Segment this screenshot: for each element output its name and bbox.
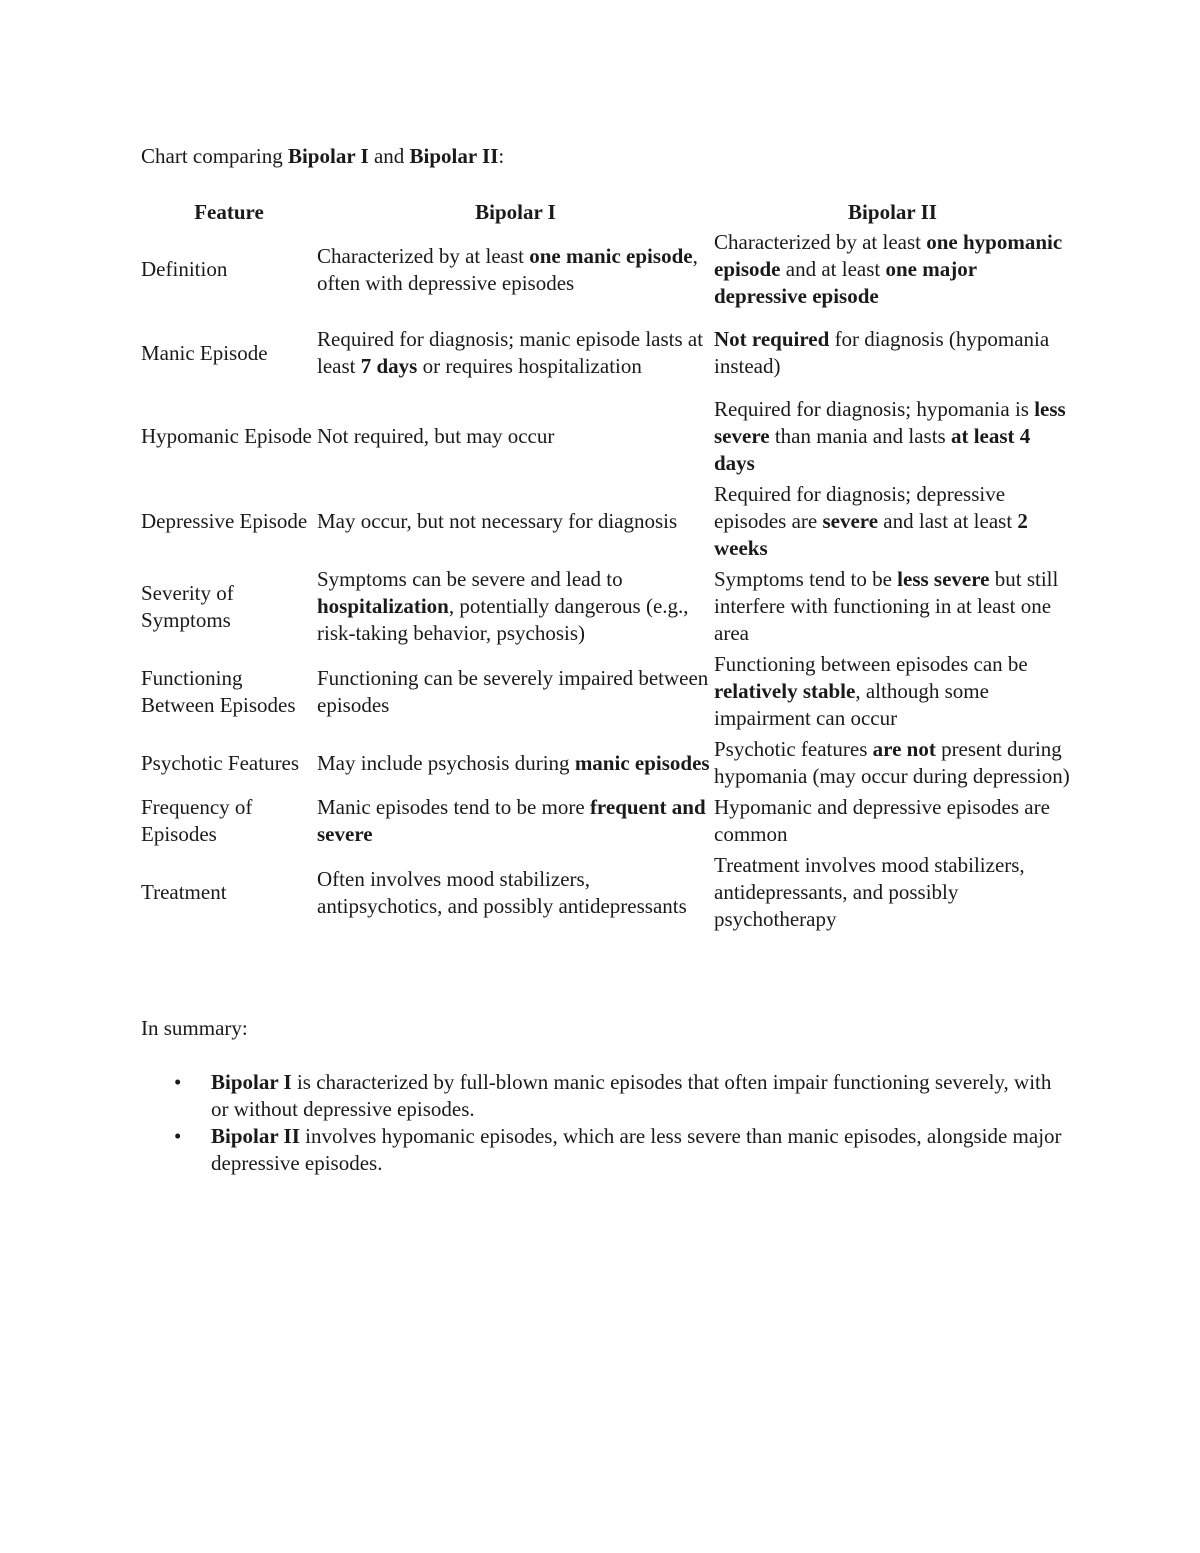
cell-text-segment: Required for diagnosis; depressive episodes are (714, 482, 1006, 533)
bipolar-1-cell (317, 479, 714, 564)
feature-cell: Hypomanic Episode (141, 424, 312, 448)
cell-text-segment: Characterized by at least (317, 243, 530, 268)
feature-cell: Frequency of Episodes (141, 795, 253, 846)
bullet-term: Bipolar II (211, 1124, 300, 1148)
chart-intro (141, 143, 504, 170)
intro-mid: and (368, 144, 410, 168)
bipolar-1-cell (317, 227, 714, 312)
cell-text-segment: manic episodes (574, 750, 710, 775)
cell-text-segment: are not (872, 737, 936, 761)
cell-text-segment: Functioning can be severely impaired between episodes (317, 665, 709, 717)
cell-text-segment: 7 days (360, 354, 418, 378)
cell-text-segment: Required for diagnosis; hypomania is (714, 397, 1035, 421)
bullet-text: is characterized by full-blown manic episodes that often impair functioning severely, with or without depressive episodes. (211, 1070, 1052, 1121)
cell-text-segment: May occur, but not necessary for diagnosis (317, 509, 678, 533)
table-row (141, 564, 1071, 649)
cell-text-segment: Functioning between episodes can be (714, 652, 1028, 676)
bipolar-2-cell (714, 394, 1071, 479)
bullet-icon: • (174, 1124, 182, 1148)
bipolar-1-cell (317, 649, 714, 734)
bipolar-1-cell (317, 312, 714, 394)
cell-text-segment: one major depressive episode (714, 257, 977, 308)
cell-text-segment: Symptoms tend to be (714, 567, 898, 591)
cell-text-segment: Symptoms can be severe and lead to (317, 567, 623, 591)
cell-text-segment: hospitalization (317, 594, 449, 618)
header-bipolar-2: Bipolar II (848, 199, 937, 224)
cell-text-segment: relatively stable (714, 679, 856, 703)
bipolar-1-cell (317, 564, 714, 649)
cell-text-segment: May include psychosis during (317, 750, 575, 775)
intro-bipolar-1: Bipolar I (287, 144, 369, 168)
cell-text-segment: Required for diagnosis; manic episode lasts at least (317, 327, 704, 378)
cell-text-segment: , often with depressive episodes (317, 243, 698, 295)
cell-text-segment: present during hypomania (may occur during depression) (714, 737, 1070, 788)
cell-text-segment: Often involves mood stabilizers, antipsychotics, and possibly antidepressants (317, 866, 687, 918)
cell-text-segment: Psychotic features (714, 737, 873, 761)
list-item (141, 1123, 1071, 1177)
cell-text-segment: Hypomanic and depressive episodes are common (714, 795, 1050, 846)
cell-text-segment: Manic episodes tend to be more (317, 795, 590, 819)
intro-bipolar-2: Bipolar II (409, 144, 499, 168)
summary-label: In summary: (141, 1016, 248, 1040)
bipolar-2-cell (714, 792, 1071, 850)
feature-cell: Depressive Episode (141, 509, 308, 533)
bipolar-1-cell (317, 792, 714, 850)
table-row (141, 479, 1071, 564)
bipolar-2-cell (714, 479, 1071, 564)
table-header-row (141, 197, 1071, 227)
bipolar-2-cell (714, 227, 1071, 312)
table-row (141, 312, 1071, 394)
cell-text-segment: 2 weeks (714, 509, 1028, 560)
cell-text-segment: but still interfere with functioning in at least one area (714, 567, 1059, 645)
cell-text-segment: one hypomanic episode (714, 230, 1063, 281)
cell-text-segment: and last at least (878, 509, 1018, 533)
cell-text-segment: and at least (780, 257, 886, 281)
cell-text-segment: than mania and lasts (769, 424, 951, 448)
comparison-table (141, 197, 1071, 935)
table-body (141, 227, 1071, 935)
table-row (141, 649, 1071, 734)
bipolar-2-cell (714, 734, 1071, 792)
bipolar-2-cell (714, 850, 1071, 935)
bipolar-1-cell (317, 394, 714, 479)
cell-text-segment: for diagnosis (hypomania instead) (714, 327, 1050, 378)
bullet-icon: • (174, 1070, 182, 1094)
summary-list (141, 1069, 1071, 1177)
table-row (141, 227, 1071, 312)
bipolar-2-cell (714, 312, 1071, 394)
cell-text-segment: frequent and severe (317, 795, 706, 846)
feature-cell: Definition (141, 257, 228, 281)
bipolar-2-cell (714, 649, 1071, 734)
cell-text-segment: severe (822, 509, 879, 533)
bullet-text: involves hypomanic episodes, which are less severe than manic episodes, alongside major depressive episodes. (211, 1124, 1062, 1175)
cell-text-segment: one manic episode (529, 243, 693, 268)
feature-cell: Functioning Between Episodes (141, 665, 296, 717)
bipolar-2-cell (714, 564, 1071, 649)
cell-text-segment: Not required (714, 327, 830, 351)
bipolar-1-cell (317, 850, 714, 935)
bullet-term: Bipolar I (211, 1070, 292, 1094)
cell-text-segment: Treatment involves mood stabilizers, antidepressants, and possibly psychotherapy (714, 853, 1025, 931)
list-item (141, 1069, 1071, 1123)
intro-suffix: : (498, 144, 505, 168)
bipolar-1-cell (317, 734, 714, 792)
header-feature: Feature (194, 199, 264, 224)
cell-text-segment: Not required, but may occur (317, 424, 555, 448)
cell-text-segment: less severe (714, 397, 1066, 448)
cell-text-segment: at least 4 days (714, 424, 1031, 475)
cell-text-segment: , potentially dangerous (e.g., risk-taking behavior, psychosis) (317, 594, 689, 645)
feature-cell: Severity of Symptoms (141, 580, 234, 632)
table-row (141, 792, 1071, 850)
header-bipolar-1: Bipolar I (475, 199, 556, 224)
cell-text-segment: , although some impairment can occur (714, 679, 989, 730)
table-row (141, 850, 1071, 935)
feature-cell: Psychotic Features (141, 750, 300, 775)
feature-cell: Manic Episode (141, 340, 268, 365)
cell-text-segment: less severe (897, 567, 990, 591)
table-row (141, 734, 1071, 792)
intro-prefix: Chart comparing (141, 144, 288, 168)
cell-text-segment: or requires hospitalization (417, 354, 642, 378)
cell-text-segment: Characterized by at least (714, 230, 927, 254)
table-row (141, 394, 1071, 479)
feature-cell: Treatment (141, 880, 227, 904)
